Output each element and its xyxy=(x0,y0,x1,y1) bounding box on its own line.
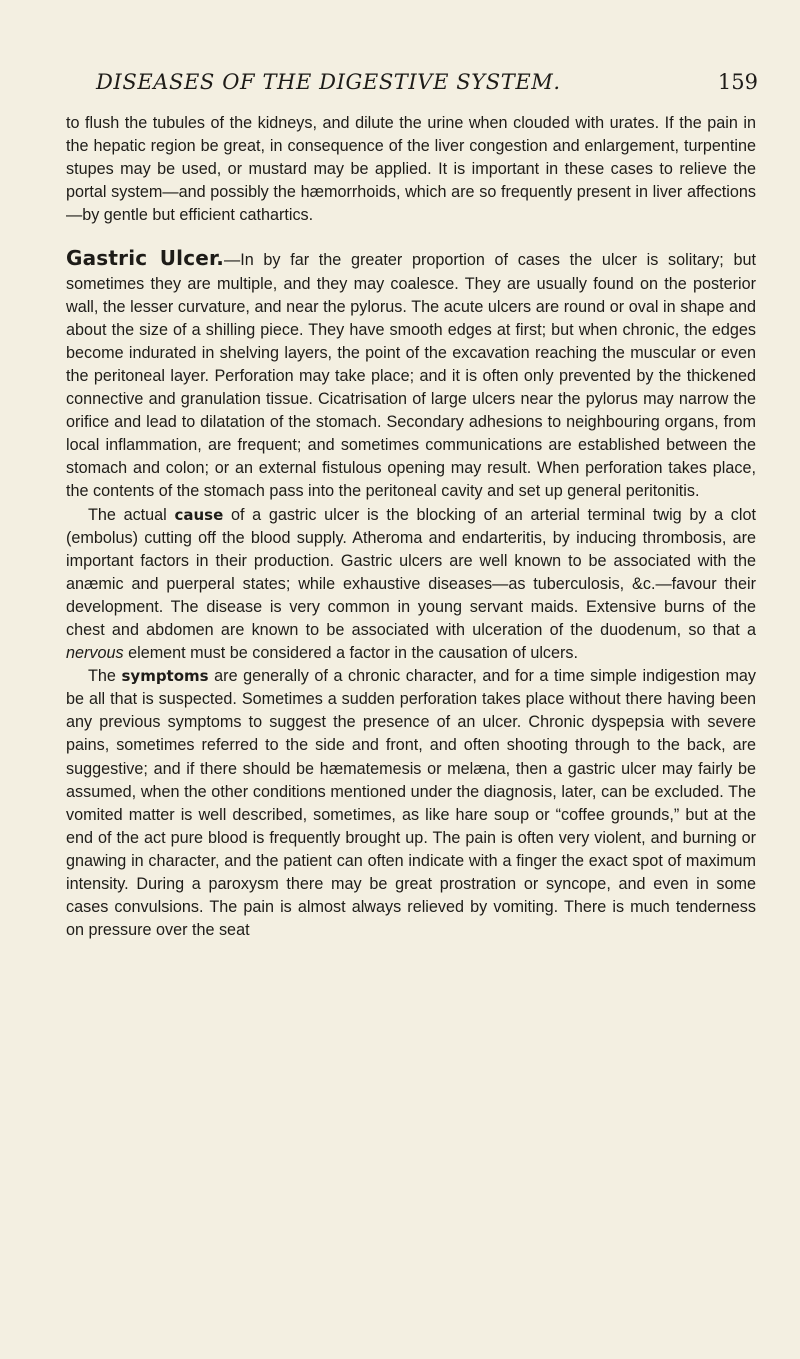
paragraph-cause xyxy=(66,504,756,666)
paragraph-liver-treatment xyxy=(66,112,756,227)
section-heading-gastric-ulcer: Gastric Ulcer. xyxy=(66,246,225,271)
book-page xyxy=(66,70,756,942)
keyword-symptoms: symptoms xyxy=(121,667,209,686)
paragraph-text: to flush the tubules of the kidneys, and dilute the urine when clouded with urates. If the pain in the hepatic region be great, in consequence of the liver congestion and enlargement, turpentine stupes may be used, or mustard may be applied. It is important in these cases to relieve the portal system—and possibly the hæmorrhoids, which are so frequently present in liver affections—by gentle but efficient cathartics. xyxy=(66,114,756,225)
body-text xyxy=(66,112,756,942)
paragraph-text: element must be considered a factor in the causation of ulcers. xyxy=(128,644,578,663)
paragraph-text: are generally of a chronic character, and for a time simple indigestion may be all that is suspected. Sometimes a sudden perforation takes place without there having been any previous symptoms to suggest the presence of an ulcer. Chronic dyspepsia with severe pains, sometimes referred to the side and front, and often shooting through to the back, are suggestive; and if there should be hæmatemesis or melæna, then a gastric ulcer may fairly be assumed, when the other conditions mentioned under the diagnosis, later, can be excluded. The vomited matter is well described, sometimes, as like hare soup or “coffee grounds,” but at the end of the act pure blood is frequently brought up. The pain is often very violent, and burning or gnawing in character, and the patient can often indicate with a finger the exact spot of maximum intensity. During a paroxysm there may be great prostration or syncope, and even in some cases convulsions. The pain is almost always relieved by vomiting. There is much tenderness on pressure over the seat xyxy=(66,667,757,940)
paragraph-lead: The actual xyxy=(88,505,167,524)
page-number: 159 xyxy=(717,70,758,94)
paragraph-lead: The xyxy=(88,667,116,686)
paragraph-text: —In by far the greater proportion of cases the ulcer is solitary; but sometimes they are multiple, and they may coalesce. They are usually found on the posterior wall, the lesser curvature, and near the pylorus. The acute ulcers are round or oval in shape and about the size of a shilling piece. They have smooth edges at first; but when chronic, the edges become indurated in shelving layers, the point of the excavation reaching the muscular or even the peritoneal layer. Perforation may take place; and it is often only prevented by the thickened connective and granulation tissue. Cicatrisation of large ulcers near the pylorus may narrow the orifice and lead to dilatation of the stomach. Secondary adhesions to neighbouring organs, from local inflammation, are frequent; and sometimes communications are established between the stomach and colon; or an external fistulous opening may result. When perforation takes place, the contents of the stomach pass into the peritoneal cavity and set up general peritonitis. xyxy=(66,251,756,501)
running-head xyxy=(66,70,756,100)
keyword-cause: cause xyxy=(174,505,224,524)
paragraph-symptoms xyxy=(66,665,756,942)
paragraph-text: of a gastric ulcer is the blocking of an arterial terminal twig by a clot (embolus) cutting off the blood supply. Atheroma and endarteritis, by inducing thrombosis, are important factors in their production. Gastric ulcers are well known to be associated with the anæmic and puerperal states; while exhaustive diseases—as tuberculosis, &c.—favour their development. The disease is very common in young servant maids. Extensive burns of the chest and abdomen are known to be associated with ulceration of the duodenum, so that a xyxy=(66,505,757,639)
running-title: DISEASES OF THE DIGESTIVE SYSTEM. xyxy=(96,70,561,94)
paragraph-gastric-ulcer xyxy=(66,247,756,503)
italic-term: nervous xyxy=(66,644,124,663)
